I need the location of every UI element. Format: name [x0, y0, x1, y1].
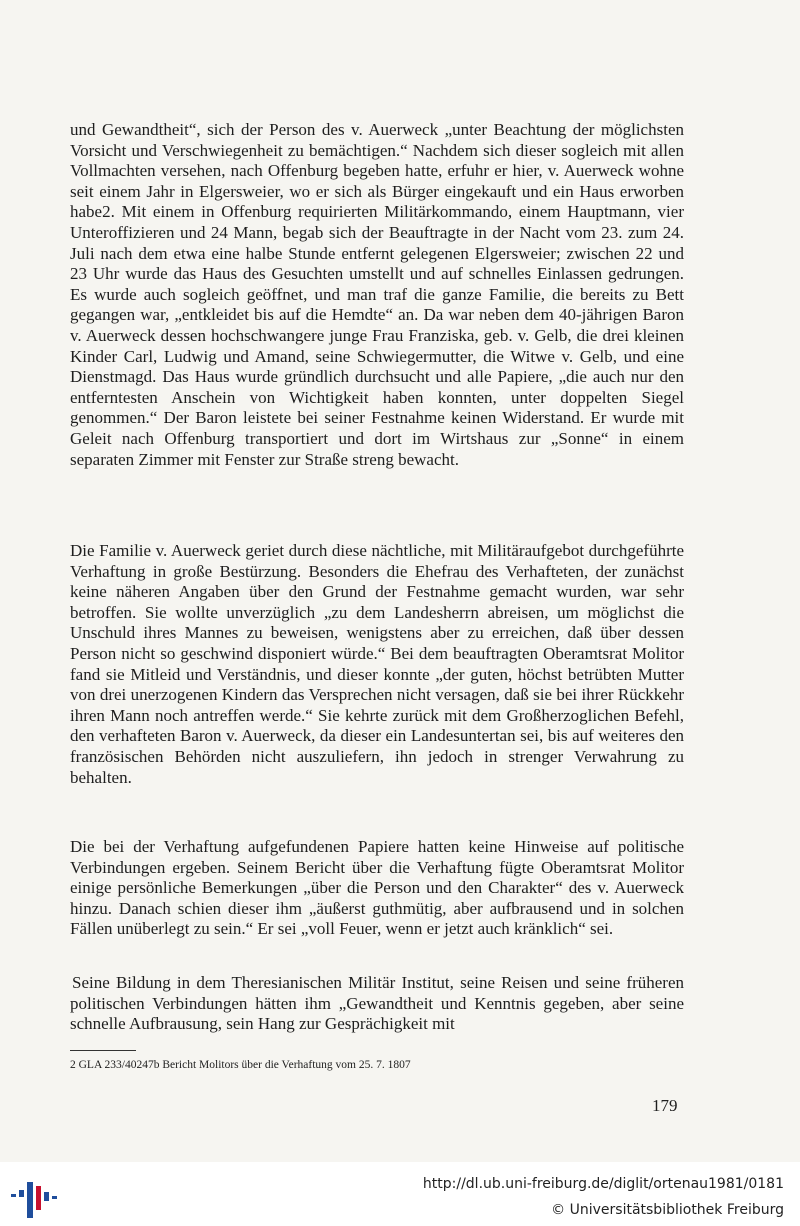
paragraph-4: Seine Bildung in dem Theresianischen Militär Institut, seine Reisen und seine früheren politischen Verbindungen hätten ihm „Gewandtheit und Kenntnis gegeben, aber seine schnelle Aufbrausung, sein Hang zur Gesprächigkeit mit	[70, 973, 684, 1034]
footer-bar	[0, 1162, 800, 1226]
footnote: 2 GLA 233/40247b Bericht Molitors über die Verhaftung vom 25. 7. 1807	[70, 1059, 411, 1071]
paragraph-2: Die Familie v. Auerweck geriet durch diese nächtliche, mit Militäraufgebot durchgeführte Verhaftung in große Bestürzung. Besonders die Ehefrau des Verhafteten, der zunächst keine näheren Angaben über den Grund der Festnahme gemacht wurden, war sehr betroffen. Sie wollte unverzüglich „zu dem Landesherrn abreisen, um möglichst die Unschuld ihres Mannes zu beweisen, wenigstens aber zu erreichen, daß über dessen Person nicht so geschwind disponiert würde.“ Bei dem beauftragten Oberamtsrat Molitor fand sie Mitleid und Verständnis, und dieser konnte „der guten, höchst betrübten Mutter von drei unerzogenen Kindern das Versprechen nicht versagen, daß sie bei ihrer Rückkehr ihren Mann noch antreffen werde.“ Sie kehrte zurück mit dem Großherzoglichen Befehl, den verhafteten Baron v. Auerweck, da dieser ein Landesuntertan sei, bis auf weiteres den französischen Behörden nicht auszuliefern, ihn jedoch in strenger Verwahrung zu behalten.	[70, 541, 684, 787]
footnote-divider	[70, 1050, 136, 1051]
paragraph-1: und Gewandtheit“, sich der Person des v. Auerweck „unter Beachtung der möglichsten Vorsicht und Verschwiegenheit zu bemächtigen.“ Nachdem sich dieser sogleich mit allen Vollmachten versehen, nach Offenburg begeben hatte, erfuhr er hier, v. Auerweck wohne seit einem Jahr in Elgersweier, wo er sich als Bürger eingekauft und ein Haus erworben habe2. Mit einem in Offenburg requirierten Militärkommando, einem Hauptmann, vier Unteroffizieren und 24 Mann, begab sich der Beauftragte in der Nacht vom 23. zum 24. Juli nach dem etwa eine halbe Stunde entfernt gelegenen Elgersweier; zwischen 22 und 23 Uhr wurde das Haus des Gesuchten umstellt und auf schnelles Einlassen gedrungen. Es wurde auch sogleich geöffnet, und man traf die ganze Familie, die bereits zu Bett gegangen war, „entkleidet bis auf die Hemdte“ an. Da war neben dem 40-jährigen Baron v. Auerweck dessen hochschwangere junge Frau Franziska, geb. v. Gelb, die drei kleinen Kinder Carl, Ludwig und Amand, seine Schwiegermutter, die Witwe v. Gelb, und eine Dienstmagd. Das Haus wurde gründlich durchsucht und alle Papiere, „die auch nur den entferntesten Anschein von Wichtigkeit haben konnten, unter doppelten Siegel genommen.“ Der Baron leistete bei seiner Festnahme keinen Widerstand. Er wurde mit Geleit nach Offenburg transportiert und dort im Wirtshaus zur „Sonne“ in einem separaten Zimmer mit Fenster zur Straße streng bewacht.	[70, 120, 684, 469]
paragraph-3: Die bei der Verhaftung aufgefundenen Papiere hatten keine Hinweise auf politische Verbindungen ergeben. Seinem Bericht über die Verhaftung fügte Oberamtsrat Molitor einige persönliche Bemerkungen „über die Person und den Charakter“ des v. Auerweck hinzu. Danach schien dieser ihm „äußerst guthmütig, aber aufbrausend und in solchen Fällen unüberlegt zu sein.“ Er sei „voll Feuer, wenn er jetzt auch kränklich“ sei.	[70, 837, 684, 939]
page-number: 179	[652, 1096, 678, 1115]
copyright-notice: © Universitätsbibliothek Freiburg	[551, 1202, 784, 1218]
source-url-link[interactable]: http://dl.ub.uni-freiburg.de/diglit/ortenau1981/0181	[422, 1176, 784, 1192]
university-library-logo-icon	[8, 1168, 64, 1218]
